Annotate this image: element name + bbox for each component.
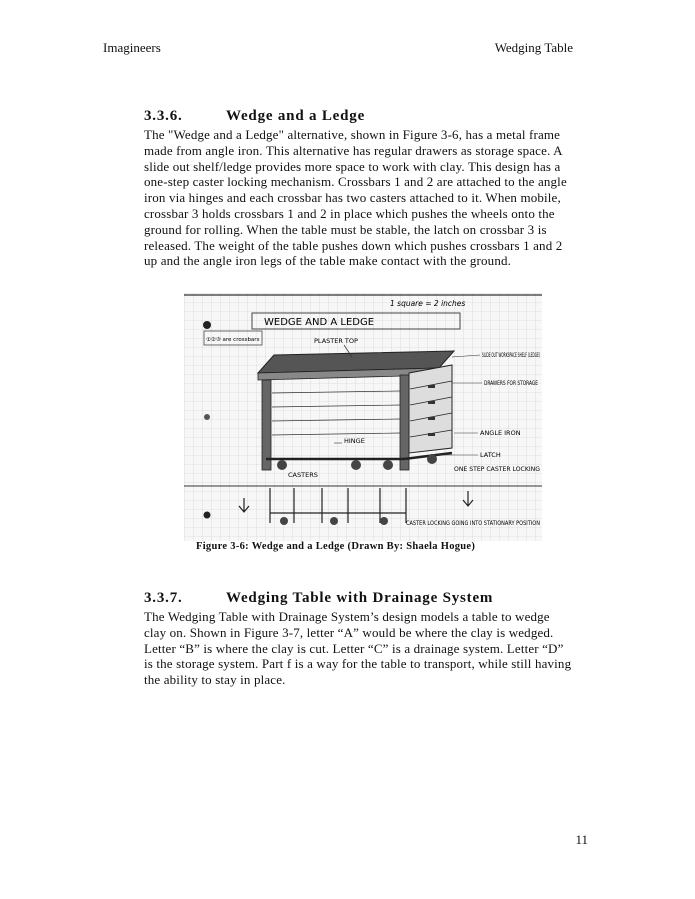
figure-caption: Figure 3-6: Wedge and a Ledge (Drawn By: Shaela Hogue): [196, 541, 476, 552]
figure-latch-label: LATCH: [480, 451, 501, 459]
section-title: Wedging Table with Drainage System: [226, 590, 494, 606]
figure-slide-out-label: SLIDE OUT WORKSPACE SHELF (LEDGE): [482, 351, 540, 359]
section-number: 3.3.7.: [144, 590, 183, 606]
section-3-3-6: [144, 108, 574, 269]
figure-one-step-label: ONE STEP CASTER LOCKING: [454, 465, 540, 473]
section-title: Wedge and a Ledge: [226, 108, 366, 124]
section-number: 3.3.6.: [144, 108, 183, 124]
figure-casters-label: CASTERS: [288, 471, 318, 479]
header-org: Imagineers: [103, 40, 161, 55]
figure-sketch: [184, 293, 542, 541]
figure-plaster-top: PLASTER TOP: [314, 337, 358, 345]
figure-scale: 1 square = 2 inches: [390, 299, 466, 308]
section-body: The Wedging Table with Drainage System’s design models a table to wedge clay on. Shown in Figure 3-7, letter “A” would be where the clay is wedged. Letter “B” is where the clay is cut. Letter “C” is a drainage system. Letter “D” is the storage system. Part f is a way for the table to transport, while still having the ability to stay in place.: [144, 609, 572, 688]
section-body: The "Wedge and a Ledge" alternative, shown in Figure 3-6, has a metal frame made from angle iron. This alternative has regular drawers as storage space. A slide out shelf/ledge provides more space to work with clay. This design has a one-step caster locking mechanism. Crossbars 1 and 2 are attached to the angle iron via hinges and each crossbar has two casters attached to it. When mobile, crossbar 3 holds crossbars 1 and 2 in place which pushes the wheels onto the ground for rolling. When the table must be stable, the latch on crossbar 3 is released. The weight of the table pushes down which pushes crossbars 1 and 2 up and the angle iron legs of the table make contact with the ground.: [144, 127, 567, 269]
section-heading: [144, 108, 574, 125]
figure-locking-label: CASTER LOCKING GOING INTO STATIONARY POSITION: [406, 519, 541, 527]
figure-drawers-label: DRAWERS FOR STORAGE: [484, 379, 538, 387]
section-heading: [144, 590, 574, 607]
figure-angle-iron-label: ANGLE IRON: [480, 429, 521, 437]
figure-hinge-label: HINGE: [344, 437, 365, 445]
figure-crossbars-note: ①②③ are crossbars: [206, 337, 260, 343]
figure-title: WEDGE AND A LEDGE: [264, 317, 375, 328]
page-number: 11: [575, 832, 588, 847]
header-title: Wedging Table: [494, 40, 573, 55]
section-3-3-7: [144, 590, 574, 688]
